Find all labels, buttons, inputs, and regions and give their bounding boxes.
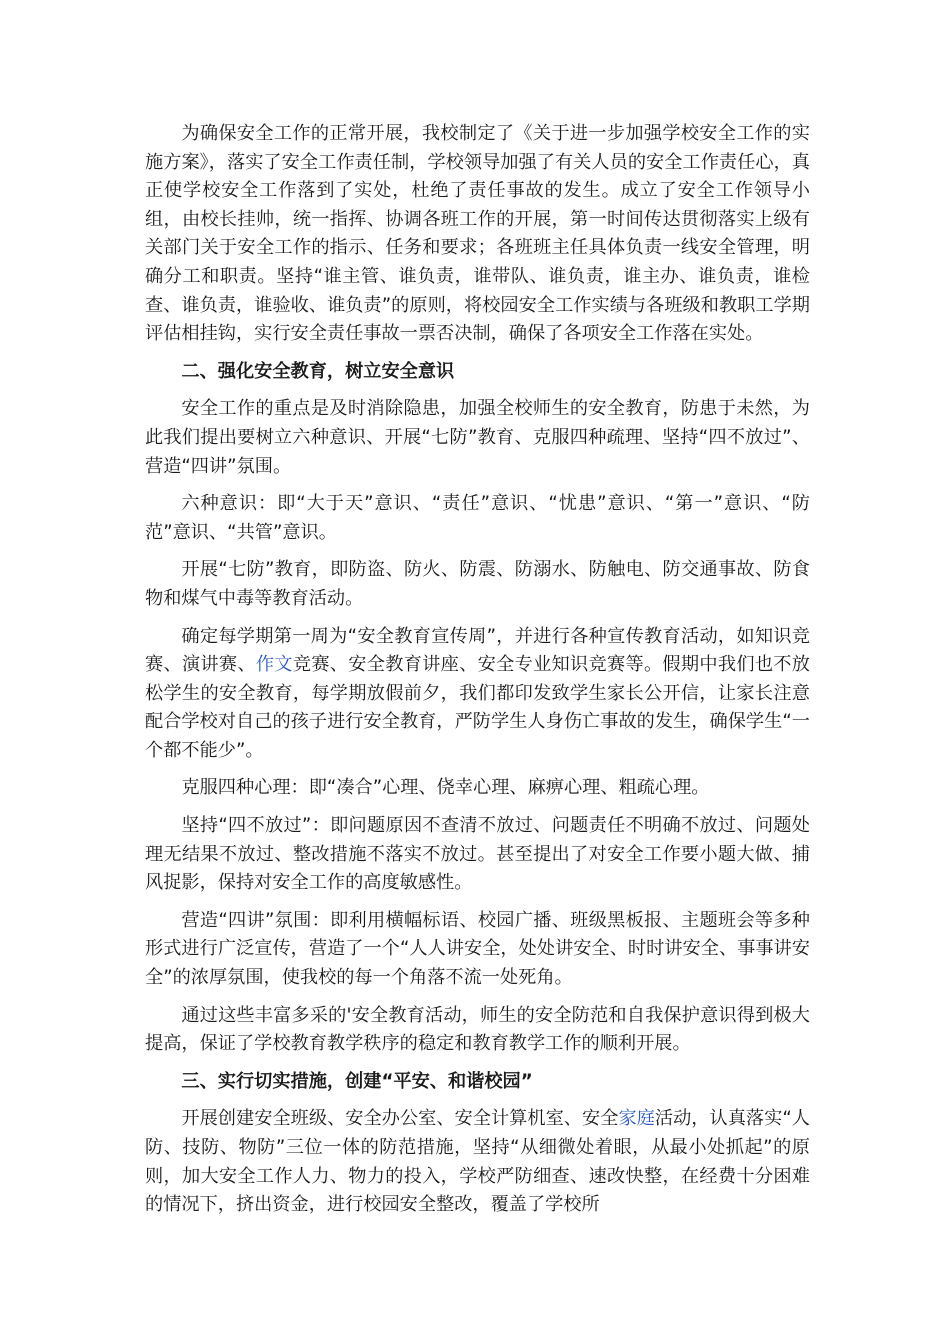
paragraph-responsibility: 为确保安全工作的正常开展，我校制定了《关于进一步加强学校安全工作的实施方案》，落实了安全工作责任制，学校领导加强了有关人员的安全工作责任心，真正使学校安全工作落到了实处，杜绝了责任事故的发生。成立了安全工作领导小组，由校长挂帅，统一指挥、协调各班工作的开展，第一时间传达贯彻落实上级有关部门关于安全工作的指示、任务和要求；各班班主任具体负责一线安全管理，明确分工和职责。坚持“谁主管、谁负责，谁带队、谁负责，谁主办、谁负责，谁检查、谁负责，谁验收、谁负责”的原则，将校园安全工作实绩与各班级和教职工学期评估相挂钩，实行安全责任事故一票否决制，确保了各项安全工作落在实处。	[145, 123, 810, 345]
link-composition[interactable]: 作文	[255, 654, 293, 676]
safe-campus-text-b: 活动，认真落实“人防、技防、物防”三位一体的防范措施，坚持“从细微处着眼，从最小处抓起”的原则，加大安全工作人力、物力的投入，学校严防细查、速改快整，在经费十分困难的情况下，挤出资金，进行校园安全整改，覆盖了学校所	[145, 1108, 810, 1216]
paragraph-safe-campus	[145, 1105, 810, 1219]
publicity-week-text-b: 竞赛、安全教育讲座、安全专业知识竞赛等。假期中我们也不放松学生的安全教育，每学期放假前夕，我们都印发致学生家长公开信，让家长注意配合学校对自己的孩子进行安全教育，严防学生人身伤亡事故的发生，确保学生“一个都不能少”。	[145, 654, 810, 761]
paragraph-four-mentalities: 克服四种心理：即“凑合”心理、侥幸心理、麻痹心理、粗疏心理。	[181, 777, 710, 799]
paragraph-results: 通过这些丰富多采的'安全教育活动，师生的安全防范和自我保护意识得到极大提高，保证了学校教育教学秩序的稳定和教育教学工作的顺利开展。	[145, 1004, 810, 1055]
section-heading-2: 二、强化安全教育，树立安全意识	[181, 360, 455, 382]
paragraph-four-talks: 营造“四讲”氛围：即利用横幅标语、校园广播、班级黑板报、主题班会等多种形式进行广泛宣传，营造了一个“人人讲安全，处处讲安全、时时讲安全、事事讲安全”的浓厚氛围，使我校的每一个角落不流一处死角。	[145, 909, 810, 989]
paragraph-six-awareness: 六种意识：即“大于天”意识、“责任”意识、“忧患”意识、“第一”意识、“防范”意识、“共管”意识。	[145, 493, 810, 543]
section-heading-3: 三、实行切实措施，创建“平安、和谐校园”	[181, 1070, 533, 1092]
paragraph-education-focus: 安全工作的重点是及时消除隐患，加强全校师生的安全教育，防患于未然，为此我们提出要树立六种意识、开展“七防”教育、克服四种疏理、坚持“四不放过”、营造“四讲”氛围。	[145, 398, 810, 477]
paragraph-seven-prevention: 开展“七防”教育，即防盗、防火、防震、防溺水、防触电、防交通事故、防食物和煤气中毒等教育活动。	[145, 559, 810, 609]
safe-campus-text-a: 开展创建安全班级、安全办公室、安全计算机室、安全	[181, 1108, 619, 1130]
paragraph-four-not-letting-go: 坚持“四不放过”：即问题原因不查清不放过、问题责任不明确不放过、问题处理无结果不放过、整改措施不落实不放过。甚至提出了对安全工作要小题大做、捕风捉影，保持对安全工作的高度敏感性。	[145, 815, 810, 894]
paragraph-publicity-week	[145, 623, 810, 766]
publicity-week-text-a: 确定每学期第一周为“安全教育宣传周”，并进行各种宣传教育活动，如知识竞赛、演讲赛、	[145, 625, 810, 676]
document-body	[145, 120, 810, 1229]
link-family[interactable]: 家庭	[618, 1108, 655, 1130]
